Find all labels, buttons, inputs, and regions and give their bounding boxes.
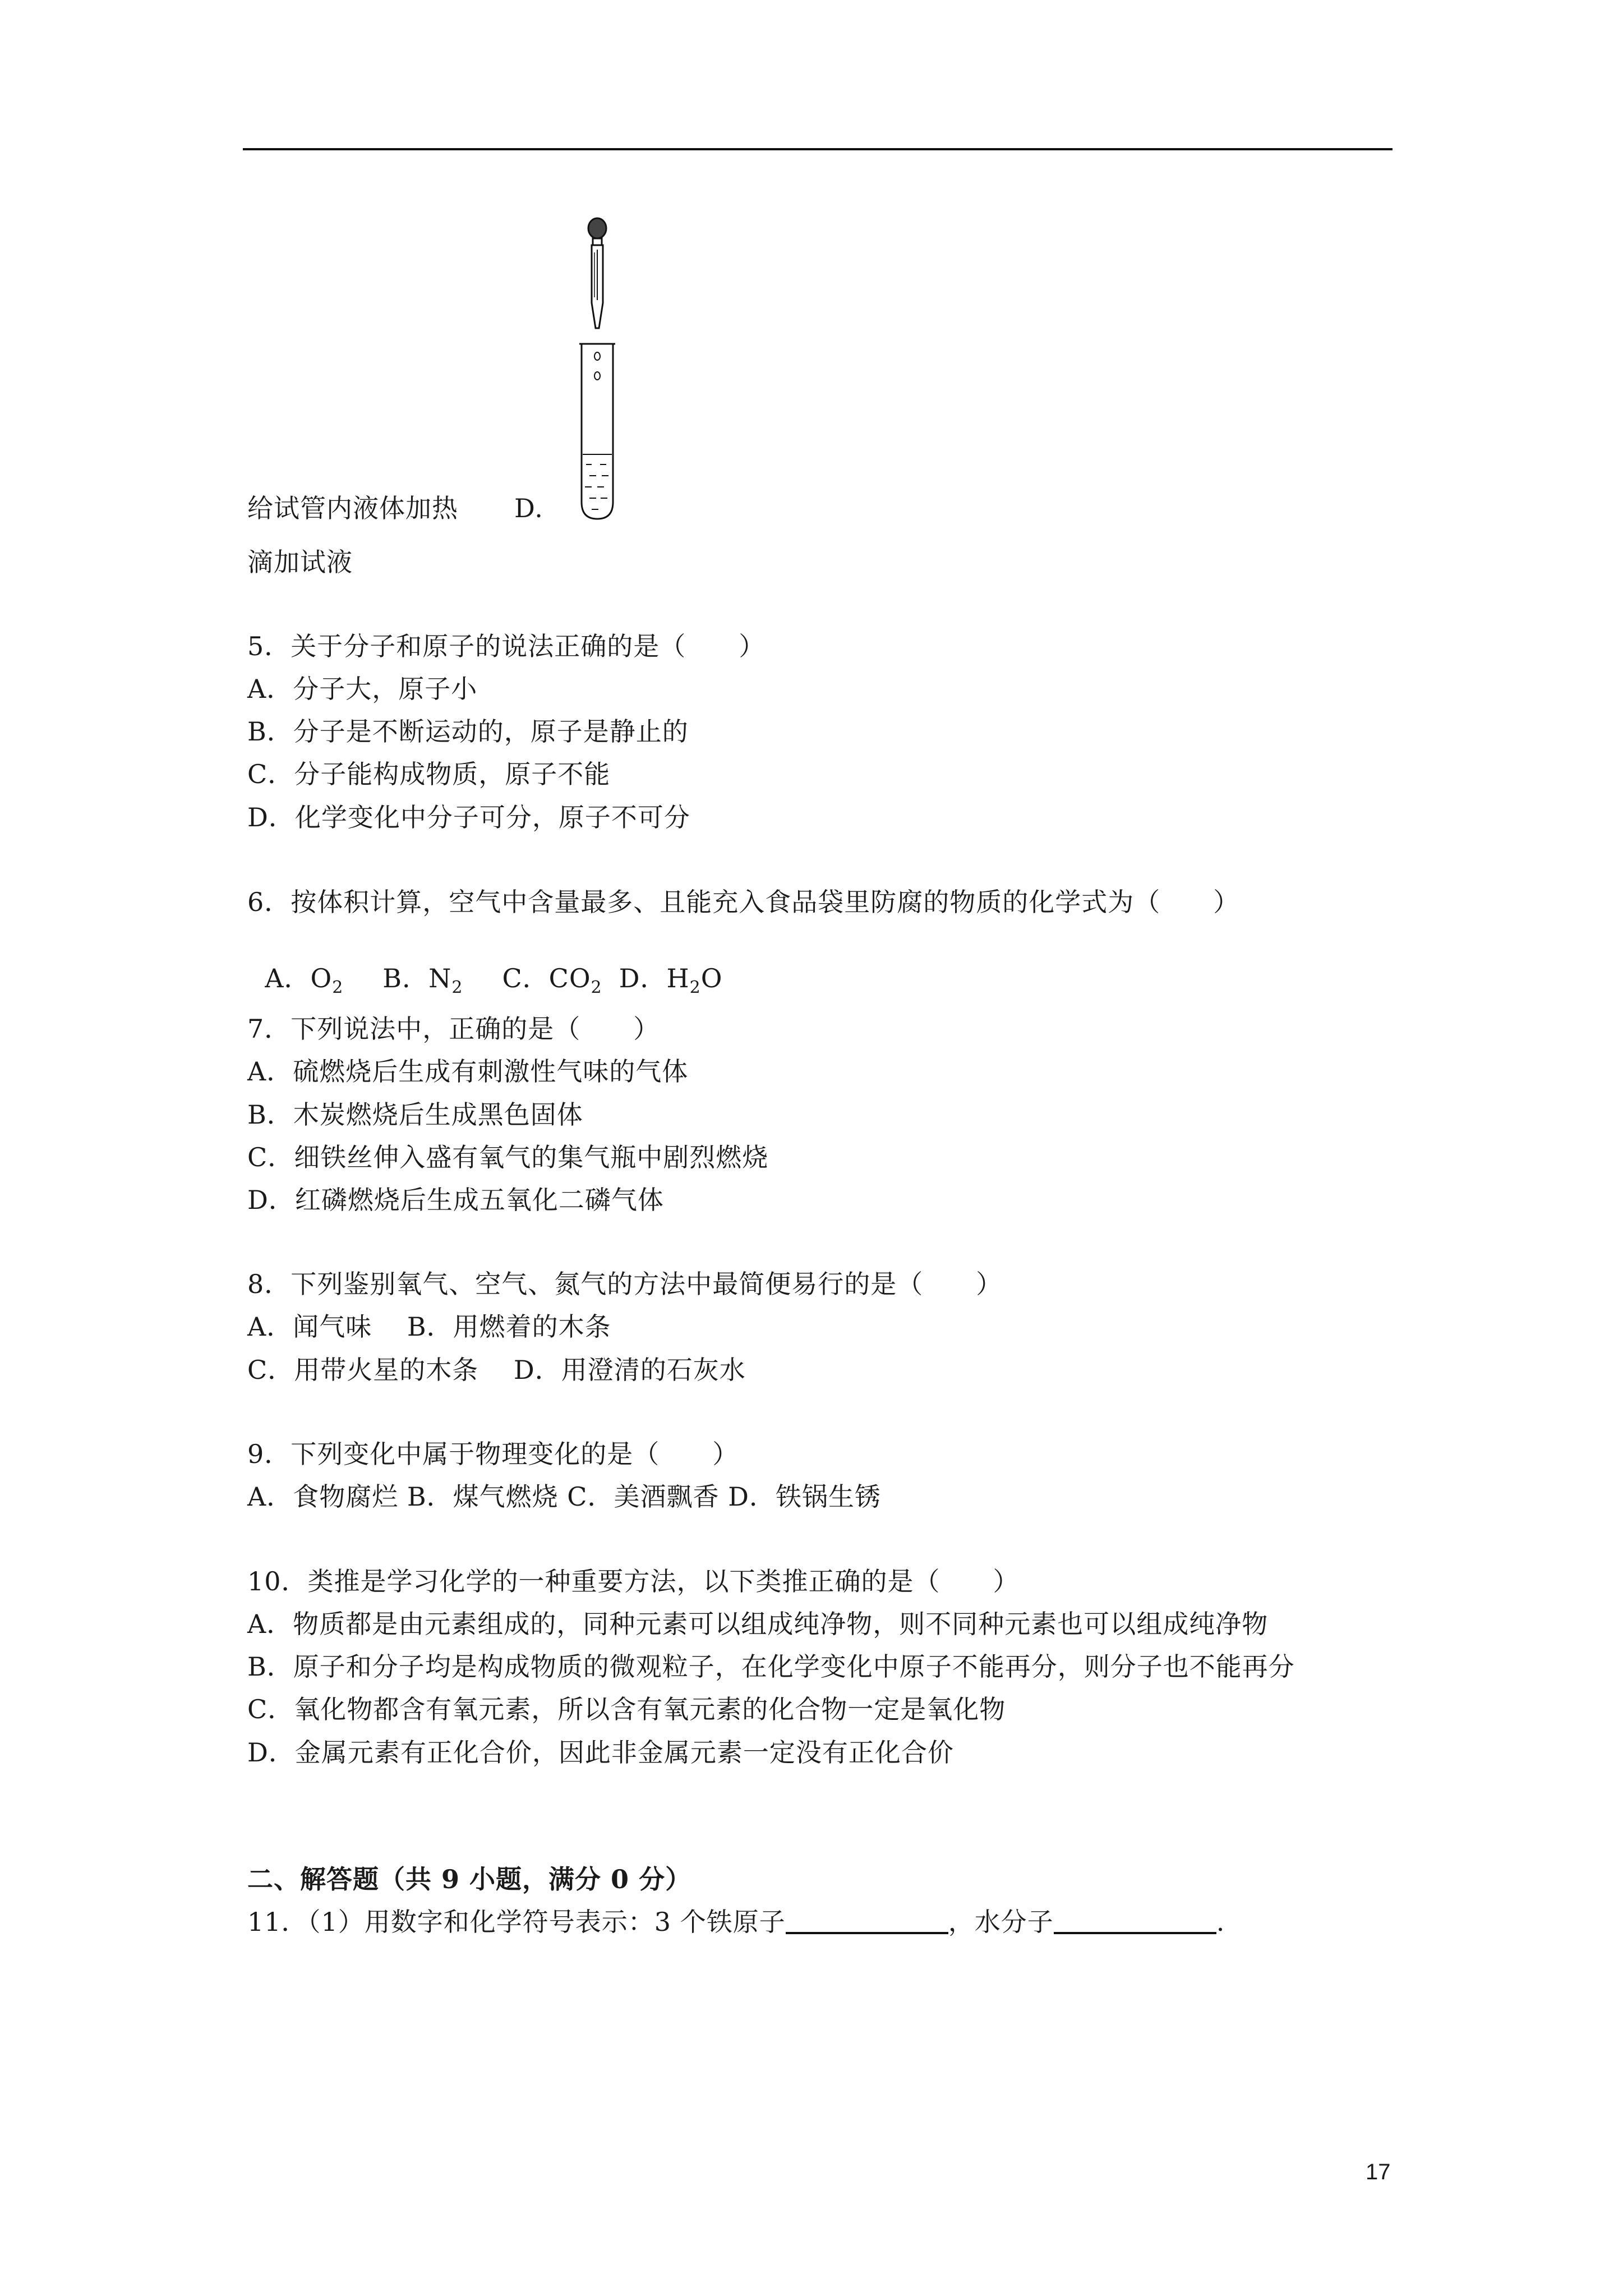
q5-option-b: B．分子是不断运动的，原子是静止的 — [247, 716, 689, 747]
answer-blank-water-molecule[interactable] — [1054, 1907, 1216, 1934]
header-rule — [243, 148, 1393, 150]
q6-options — [247, 928, 722, 1005]
q10-option-a: A．物质都是由元素组成的，同种元素可以组成纯净物，则不同种元素也可以组成纯净物 — [247, 1609, 1269, 1639]
q6-stem: 6．按体积计算，空气中含量最多、且能充入食品袋里防腐的物质的化学式为（ ） — [247, 887, 1240, 917]
q7-option-b: B．木炭燃烧后生成黑色固体 — [247, 1099, 583, 1130]
q10-option-d: D．金属元素有正化合价，因此非金属元素一定没有正化合价 — [247, 1737, 954, 1768]
q10-option-b: B．原子和分子均是构成物质的微观粒子，在化学变化中原子不能再分，则分子也不能再分 — [247, 1651, 1295, 1682]
q5-stem: 5．关于分子和原子的说法正确的是（ ） — [247, 631, 766, 661]
q10-option-c: C．氧化物都含有氧元素，所以含有氧元素的化合物一定是氧化物 — [247, 1694, 1006, 1724]
q6-option-a: A．$O_2$ — [265, 963, 344, 997]
q8-stem: 8．下列鉴别氧气、空气、氮气的方法中最简便易行的是（ ） — [247, 1269, 1003, 1299]
q11-prefix: 11．（1）用数字和化学符号表示：3 个铁原子 — [247, 1907, 786, 1937]
q8-options-row-1: A．闻气味 B．用燃着的木条 — [247, 1312, 611, 1342]
q5-option-a: A．分子大，原子小 — [247, 674, 478, 704]
option-c-text: 给试管内液体加热 — [247, 493, 458, 523]
q6-option-d: D．$H_2O$ — [619, 963, 723, 997]
page-number: 17 — [1366, 2160, 1391, 2184]
q9-options: A．食物腐烂 B．煤气燃烧 C．美酒飘香 D．铁锅生锈 — [247, 1481, 881, 1512]
q10-stem: 10．类推是学习化学的一种重要方法，以下类推正确的是（ ） — [247, 1566, 1020, 1596]
q6-option-c: C．$CO_2$ — [502, 963, 602, 997]
q7-option-a: A．硫燃烧后生成有刺激性气味的气体 — [247, 1056, 689, 1087]
answer-blank-iron-atoms[interactable] — [786, 1907, 948, 1934]
section-heading: 二、解答题（共 9 小题，满分 0 分） — [247, 1864, 692, 1894]
q7-option-c: C．细铁丝伸入盛有氧气的集气瓶中剧烈燃烧 — [247, 1142, 769, 1172]
option-d-marker: D. — [514, 493, 543, 523]
q7-stem: 7．下列说法中，正确的是（ ） — [247, 1014, 660, 1044]
q7-option-d: D．红磷燃烧后生成五氧化二磷气体 — [247, 1185, 664, 1215]
q6-option-b: B．$N_2$ — [382, 963, 463, 997]
q5-option-c: C．分子能构成物质，原子不能 — [247, 759, 611, 789]
q11-suffix: . — [1216, 1907, 1225, 1937]
q11-line — [247, 1905, 1225, 1939]
option-d-caption: 滴加试液 — [247, 547, 353, 577]
q8-options-row-2: C．用带火星的木条 D．用澄清的石灰水 — [247, 1355, 746, 1385]
q5-option-d: D．化学变化中分子可分，原子不可分 — [247, 802, 690, 832]
q11-middle: ，水分子 — [948, 1907, 1054, 1937]
option-c-text-line — [247, 491, 543, 525]
q9-stem: 9．下列变化中属于物理变化的是（ ） — [247, 1439, 739, 1469]
dropper-test-tube-figure — [569, 208, 625, 527]
